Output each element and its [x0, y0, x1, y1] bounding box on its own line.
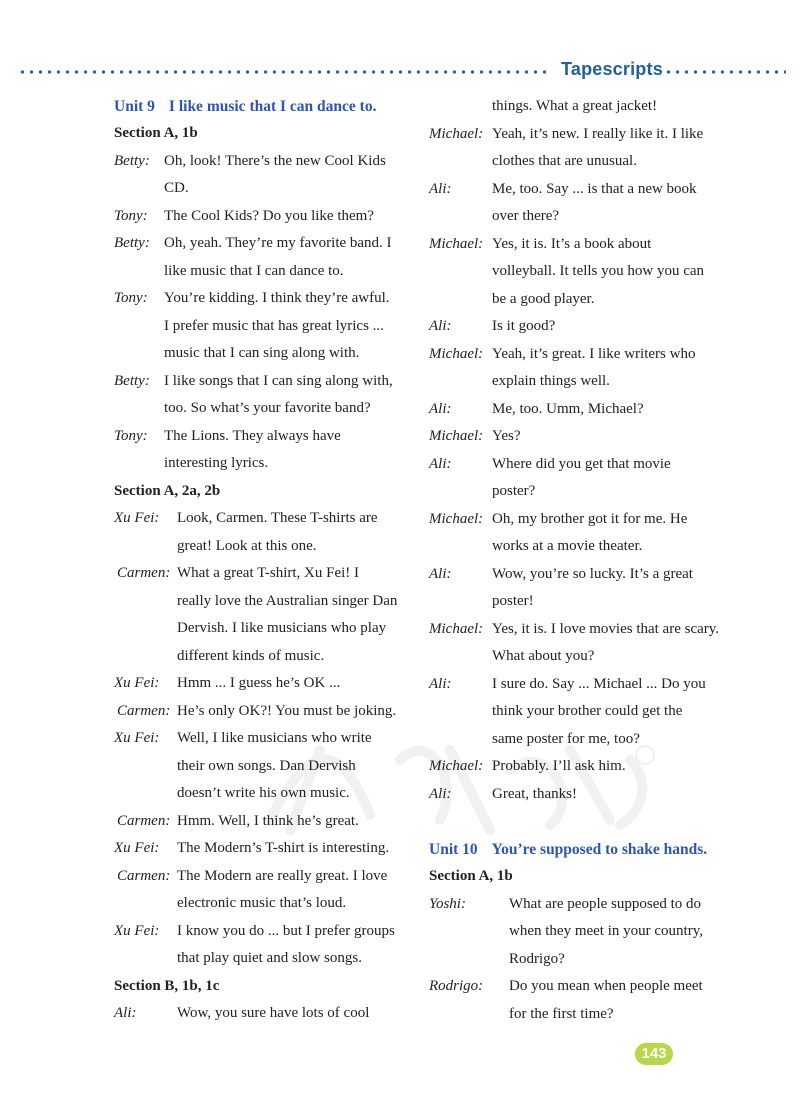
- dialogue-text: poster?: [492, 483, 536, 499]
- speaker-name: Tony:: [114, 207, 148, 224]
- dialogue-text: I know you do ... but I prefer groups: [177, 922, 395, 939]
- dialogue-text: Hmm ... I guess he’s OK ...: [177, 675, 341, 691]
- section-heading: Section A, 2a, 2b: [114, 482, 221, 499]
- dialogue-text: The Modern are really great. I love: [177, 867, 388, 884]
- dialogue-text: I like songs that I can sing along with,: [164, 372, 393, 389]
- speaker-name: Xu Fei:: [114, 675, 160, 691]
- dialogue-line: [114, 175, 410, 203]
- dialogue-text: poster!: [492, 593, 534, 609]
- dialogue-line: [429, 561, 729, 589]
- section-heading: Section A, 1b: [114, 125, 198, 141]
- speaker-name: Carmen:: [117, 565, 171, 581]
- dialogue-text: volleyball. It tells you how you can: [492, 263, 705, 279]
- dialogue-text: What a great T-shirt, Xu Fei! I: [177, 565, 360, 581]
- dialogue-line: [429, 671, 729, 699]
- unit-number: Unit 9: [114, 98, 155, 115]
- dialogue-line: [114, 560, 410, 588]
- dialogue-line: [429, 368, 729, 396]
- dialogue-line: [429, 148, 729, 176]
- dialogue-text: Yes?: [492, 428, 521, 444]
- dialogue-text: The Cool Kids? Do you like them?: [164, 207, 374, 224]
- dialogue-line: [429, 726, 729, 754]
- section-heading: Section A, 1b: [429, 868, 513, 884]
- dialogue-text: He’s only OK?! You must be joking.: [177, 702, 397, 719]
- dialogue-line: [114, 945, 410, 973]
- dialogue-line: [429, 231, 729, 259]
- dialogue-line: [114, 203, 410, 231]
- dialogue-line: [429, 396, 729, 424]
- dialogue-line: [429, 753, 729, 781]
- dialogue-line: [429, 93, 729, 121]
- dialogue-text: Oh, yeah. They’re my favorite band. I: [164, 235, 392, 251]
- speaker-name: Betty:: [114, 235, 150, 251]
- dialogue-line: [114, 423, 410, 451]
- dialogue-text: Well, I like musicians who write: [177, 730, 372, 746]
- dialogue-text: Hmm. Well, I think he’s great.: [177, 812, 359, 829]
- dialogue-text: works at a movie theater.: [492, 538, 643, 554]
- running-header-title: Tapescripts: [561, 59, 663, 79]
- dialogue-text: think your brother could get the: [492, 703, 683, 719]
- dialogue-text: Yeah, it’s new. I really like it. I like: [492, 125, 704, 142]
- dialogue-text: Look, Carmen. These T-shirts are: [177, 510, 378, 526]
- speaker-name: Yoshi:: [429, 895, 466, 912]
- dialogue-text: too. So what’s your favorite band?: [164, 400, 371, 416]
- dialogue-text: I prefer music that has great lyrics ...: [164, 317, 384, 334]
- dialogue-line: [114, 698, 410, 726]
- dialogue-text: Probably. I’ll ask him.: [492, 758, 626, 774]
- speaker-name: Ali:: [429, 675, 452, 692]
- dialogue-text: doesn’t write his own music.: [177, 785, 350, 801]
- dialogue-line: [429, 533, 729, 561]
- dialogue-text: explain things well.: [492, 373, 610, 389]
- dialogue-line: [114, 808, 410, 836]
- unit-title: You’re supposed to shake hands.: [491, 841, 708, 858]
- dialogue-line: [114, 615, 410, 643]
- speaker-name: Ali:: [429, 400, 452, 417]
- dialogue-line: [429, 973, 729, 1001]
- dialogue-line: [429, 616, 729, 644]
- speaker-name: Ali:: [429, 180, 452, 197]
- dialogue-line: [429, 891, 729, 919]
- speaker-name: Xu Fei:: [114, 840, 160, 856]
- left-column: [114, 93, 410, 1028]
- dialogue-text: Wow, you sure have lots of cool: [177, 1005, 370, 1021]
- left-column-body: [114, 120, 410, 1028]
- dialogue-line: [429, 643, 729, 671]
- dialogue-text: like music that I can dance to.: [164, 262, 344, 279]
- dialogue-text: Yes, it is. It’s a book about: [492, 235, 652, 252]
- speaker-name: Tony:: [114, 427, 148, 444]
- dialogue-line: [114, 725, 410, 753]
- dialogue-line: [429, 176, 729, 204]
- dialogue-line: [429, 946, 729, 974]
- dialogue-line: [114, 230, 410, 258]
- speaker-name: Michael:: [429, 235, 484, 252]
- dialogue-text: CD.: [164, 180, 189, 196]
- unit-heading: [114, 93, 410, 120]
- dialogue-line: [114, 340, 410, 368]
- speaker-name: Carmen:: [117, 867, 171, 884]
- dialogue-text: that play quiet and slow songs.: [177, 950, 362, 966]
- dialogue-text: Me, too. Umm, Michael?: [492, 400, 644, 417]
- dialogue-line: [429, 478, 729, 506]
- dialogue-text: I sure do. Say ... Michael ... Do you: [492, 675, 706, 692]
- speaker-name: Michael:: [429, 510, 484, 527]
- speaker-name: Ali:: [114, 1005, 137, 1021]
- dialogue-line: [114, 258, 410, 286]
- dialogue-line: [114, 918, 410, 946]
- dialogue-line: [429, 203, 729, 231]
- speaker-name: Ali:: [429, 565, 452, 582]
- dialogue-line: [114, 450, 410, 478]
- spacer: [429, 808, 729, 836]
- dialogue-line: [114, 670, 410, 698]
- speaker-name: Xu Fei:: [114, 510, 160, 526]
- right-column-body: [429, 93, 729, 1028]
- speaker-name: Ali:: [429, 318, 452, 334]
- dialogue-text: What about you?: [492, 648, 595, 664]
- dialogue-text: Me, too. Say ... is that a new book: [492, 180, 697, 197]
- dialogue-line: [114, 588, 410, 616]
- dialogue-text: Do you mean when people meet: [509, 978, 703, 994]
- unit-heading: [429, 836, 729, 863]
- speaker-name: Michael:: [429, 345, 484, 362]
- dialogue-text: Great, thanks!: [492, 785, 577, 802]
- dialogue-text: electronic music that’s loud.: [177, 895, 347, 911]
- speaker-name: Michael:: [429, 620, 484, 637]
- dialogue-line: [429, 506, 729, 534]
- dialogue-text: music that I can sing along with.: [164, 345, 360, 361]
- dialogue-line: [114, 533, 410, 561]
- dialogue-text: really love the Australian singer Dan: [177, 592, 398, 609]
- dialogue-text: clothes that are unusual.: [492, 153, 637, 169]
- dialogue-text: different kinds of music.: [177, 647, 325, 664]
- dialogue-line: [114, 395, 410, 423]
- speaker-name: Rodrigo:: [429, 978, 484, 994]
- unit-title: I like music that I can dance to.: [168, 98, 377, 115]
- dialogue-text: Yeah, it’s great. I like writers who: [492, 345, 696, 362]
- dialogue-line: [114, 835, 410, 863]
- dialogue-text: Dervish. I like musicians who play: [177, 620, 387, 636]
- dialogue-line: [114, 780, 410, 808]
- dialogue-line: [114, 643, 410, 671]
- speaker-name: Carmen:: [117, 812, 171, 829]
- dialogue-line: [429, 341, 729, 369]
- header-dotted-rule-left: [18, 70, 546, 74]
- speaker-name: Xu Fei:: [114, 730, 160, 746]
- dialogue-line: [114, 505, 410, 533]
- header-dotted-rule-right: [664, 70, 786, 74]
- dialogue-line: [429, 121, 729, 149]
- speaker-name: Tony:: [114, 290, 148, 306]
- dialogue-line: [429, 451, 729, 479]
- speaker-name: Ali:: [429, 455, 452, 472]
- dialogue-line: [429, 313, 729, 341]
- dialogue-line: [429, 588, 729, 616]
- dialogue-text: Is it good?: [492, 318, 556, 334]
- speaker-name: Michael:: [429, 125, 484, 142]
- dialogue-text: same poster for me, too?: [492, 730, 640, 747]
- dialogue-line: [429, 1001, 729, 1029]
- speaker-name: Ali:: [429, 785, 452, 802]
- dialogue-text: The Modern’s T-shirt is interesting.: [177, 840, 390, 856]
- dialogue-text: Wow, you’re so lucky. It’s a great: [492, 565, 693, 582]
- dialogue-line: [114, 863, 410, 891]
- speaker-name: Betty:: [114, 372, 150, 389]
- dialogue-text: when they meet in your country,: [509, 923, 703, 939]
- dialogue-line: [114, 368, 410, 396]
- dialogue-line: [114, 313, 410, 341]
- page-number-badge: 143: [635, 1043, 673, 1065]
- dialogue-text: Where did you get that movie: [492, 455, 671, 472]
- dialogue-text: The Lions. They always have: [164, 427, 341, 444]
- dialogue-text: their own songs. Dan Dervish: [177, 757, 356, 774]
- dialogue-text: over there?: [492, 208, 560, 224]
- dialogue-text: Oh, my brother got it for me. He: [492, 510, 688, 527]
- dialogue-line: [429, 423, 729, 451]
- dialogue-text: things. What a great jacket!: [492, 98, 658, 114]
- speaker-name: Michael:: [429, 428, 484, 444]
- dialogue-line: [429, 286, 729, 314]
- dialogue-text: Yes, it is. I love movies that are scary.: [492, 620, 720, 637]
- dialogue-text: You’re kidding. I think they’re awful.: [164, 290, 390, 306]
- right-column: [429, 93, 729, 1028]
- speaker-name: Xu Fei:: [114, 922, 160, 939]
- dialogue-text: interesting lyrics.: [164, 455, 269, 471]
- dialogue-line: [114, 1000, 410, 1028]
- speaker-name: Carmen:: [117, 702, 171, 719]
- dialogue-line: [114, 753, 410, 781]
- dialogue-line: [429, 918, 729, 946]
- dialogue-line: [429, 698, 729, 726]
- dialogue-line: [429, 258, 729, 286]
- section-heading: Section B, 1b, 1c: [114, 977, 220, 994]
- dialogue-text: for the first time?: [509, 1005, 614, 1022]
- dialogue-text: great! Look at this one.: [177, 537, 317, 554]
- dialogue-text: be a good player.: [492, 290, 595, 307]
- dialogue-text: What are people supposed to do: [509, 895, 702, 912]
- dialogue-line: [114, 148, 410, 176]
- dialogue-text: Rodrigo?: [509, 950, 565, 967]
- dialogue-line: [114, 890, 410, 918]
- dialogue-line: [429, 781, 729, 809]
- speaker-name: Betty:: [114, 152, 150, 169]
- unit-number: Unit 10: [429, 841, 478, 858]
- dialogue-line: [114, 285, 410, 313]
- dialogue-text: Oh, look! There’s the new Cool Kids: [164, 152, 386, 169]
- speaker-name: Michael:: [429, 758, 484, 774]
